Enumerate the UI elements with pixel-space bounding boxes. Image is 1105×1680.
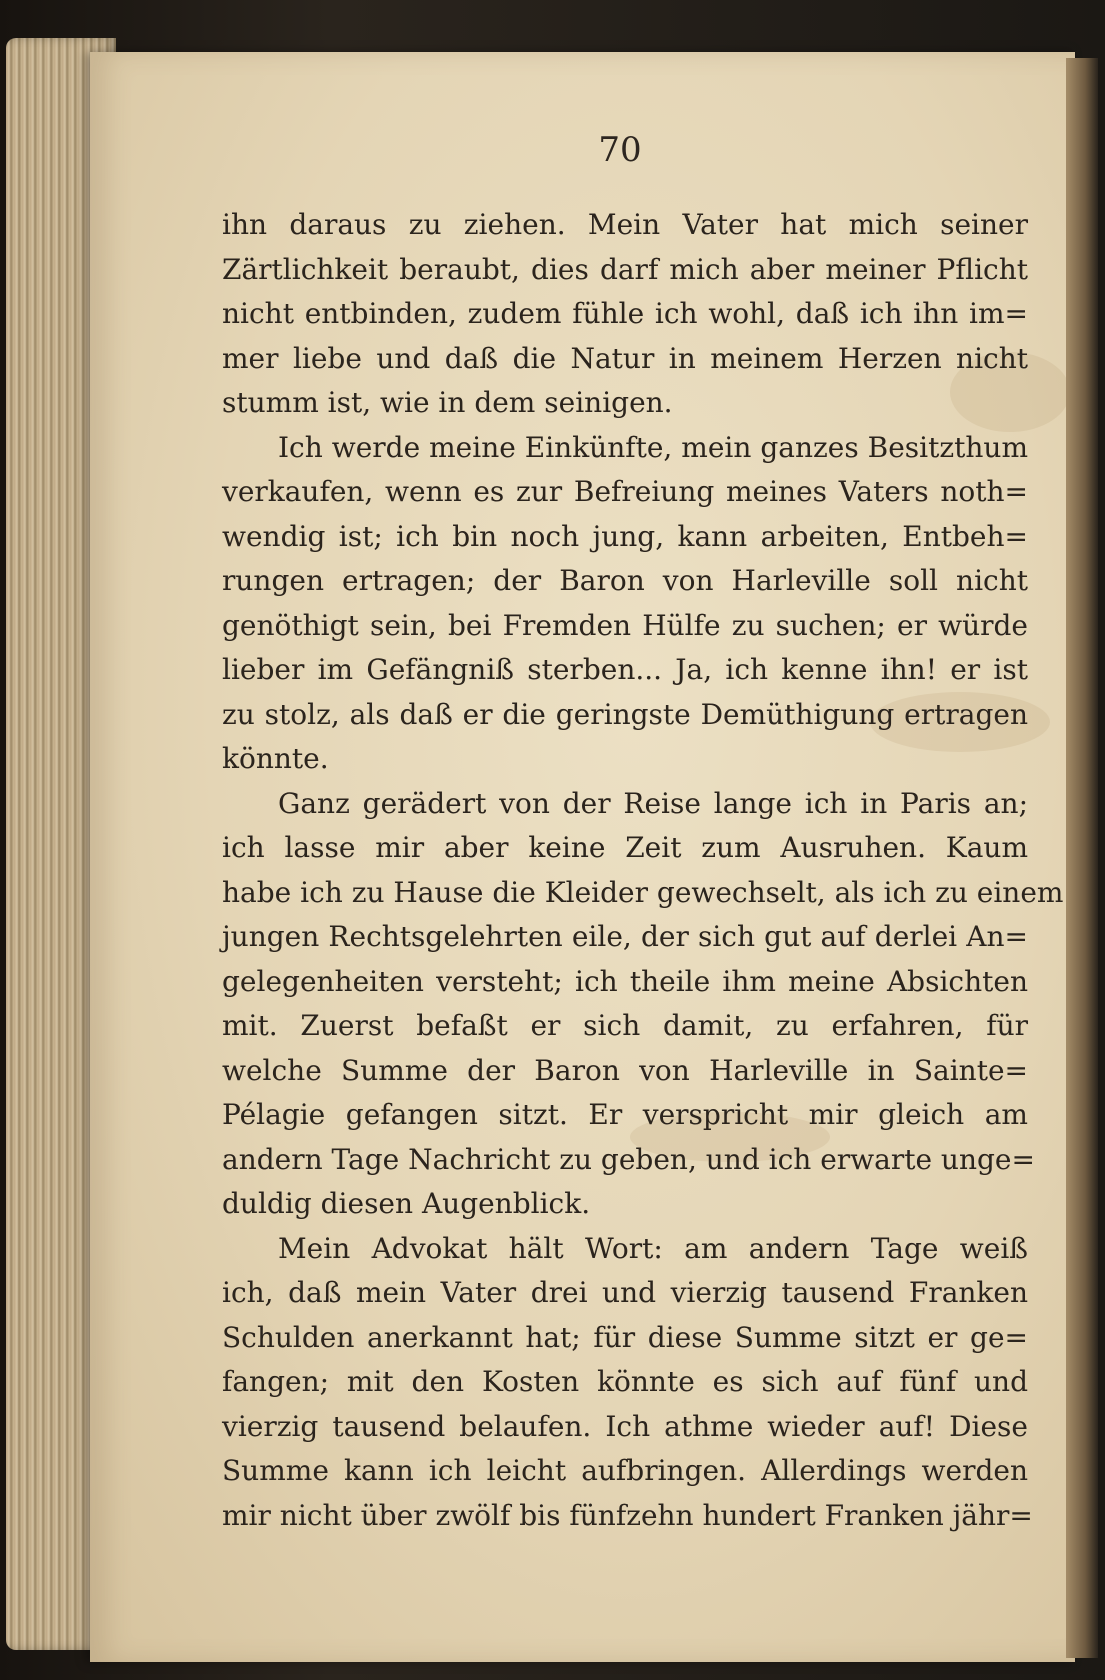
text-line: rungen ertragen; der Baron von Harleville soll nicht bbox=[222, 564, 1028, 597]
text-line: welche Summe der Baron von Harleville in Sainte= bbox=[222, 1053, 1028, 1087]
text-line: ihn daraus zu ziehen. Mein Vater hat mich seiner bbox=[222, 208, 1028, 241]
text-line: mir nicht über zwölf bis fünfzehn hundert Franken jähr= bbox=[222, 1498, 1033, 1532]
book-right-edge bbox=[1066, 58, 1098, 1658]
text-line: nicht entbinden, zudem fühle ich wohl, daß ich ihn im= bbox=[222, 297, 1028, 330]
text-line: lieber im Gefängniß sterben... Ja, ich kenne ihn! er ist bbox=[222, 653, 1028, 686]
text-line: ich lasse mir aber keine Zeit zum Ausruhen. Kaum bbox=[222, 831, 1028, 864]
text-line: fangen; mit den Kosten könnte es sich auf fünf und bbox=[222, 1365, 1028, 1398]
text-line: mer liebe und daß die Natur in meinem Herzen nicht bbox=[222, 341, 1028, 375]
text-line: Mein Advokat hält Wort: am andern Tage weiß bbox=[278, 1231, 1028, 1265]
text-line: Pélagie gefangen sitzt. Er verspricht mir gleich am bbox=[222, 1098, 1028, 1131]
text-line: verkaufen, wenn es zur Befreiung meines Vaters noth= bbox=[222, 475, 1028, 508]
text-line: jungen Rechtsgelehrten eile, der sich gut auf derlei An= bbox=[222, 920, 1028, 953]
text-line: ich, daß mein Vater drei und vierzig tausend Franken bbox=[222, 1276, 1028, 1309]
page-number: 70 bbox=[598, 130, 642, 170]
text-line: mit. Zuerst befaßt er sich damit, zu erfahren, für bbox=[222, 1009, 1028, 1042]
text-line: Zärtlichkeit beraubt, dies darf mich aber meiner Pflicht bbox=[222, 252, 1028, 286]
text-line: Ich werde meine Einkünfte, mein ganzes Besitzthum bbox=[278, 430, 1028, 464]
text-line: Summe kann ich leicht aufbringen. Allerdings werden bbox=[222, 1454, 1028, 1487]
body-text bbox=[222, 203, 1064, 1538]
text-line: genöthigt sein, bei Fremden Hülfe zu suchen; er würde bbox=[222, 608, 1028, 642]
text-line: Ganz gerädert von der Reise lange ich in Paris an; bbox=[278, 786, 1028, 820]
text-line: gelegenheiten versteht; ich theile ihm meine Absichten bbox=[222, 964, 1028, 998]
text-line: zu stolz, als daß er die geringste Demüthigung ertragen bbox=[222, 697, 1028, 731]
text-line: Schulden anerkannt hat; für diese Summe sitzt er ge= bbox=[222, 1320, 1028, 1354]
text-line: duldig diesen Augenblick. bbox=[222, 1187, 591, 1220]
text-line: habe ich zu Hause die Kleider gewechselt, als ich zu einem bbox=[222, 875, 1064, 909]
text-line: könnte. bbox=[222, 742, 329, 775]
text-line: vierzig tausend belaufen. Ich athme wieder auf! Diese bbox=[222, 1409, 1028, 1443]
text-line: wendig ist; ich bin noch jung, kann arbeiten, Entbeh= bbox=[222, 519, 1028, 553]
text-line: andern Tage Nachricht zu geben, und ich erwarte unge= bbox=[222, 1142, 1035, 1176]
text-line: stumm ist, wie in dem seinigen. bbox=[222, 386, 673, 419]
